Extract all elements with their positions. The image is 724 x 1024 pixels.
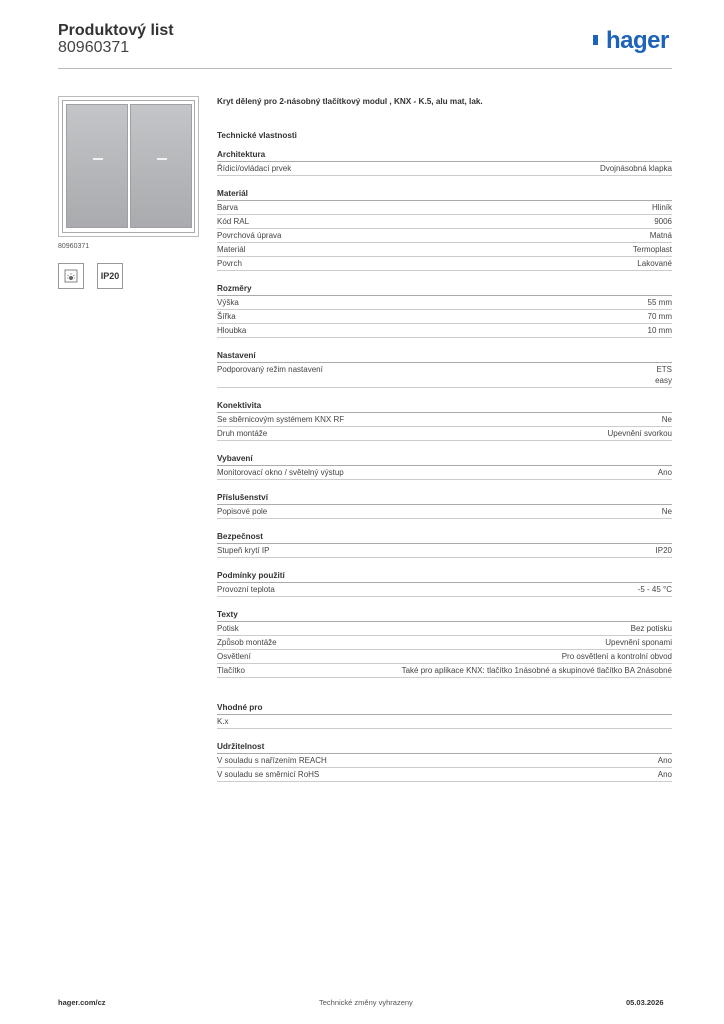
spec-row: [217, 215, 672, 229]
spec-section: [217, 529, 672, 558]
spec-label: Druh montáže: [217, 429, 268, 438]
spec-value: 9006: [654, 217, 672, 226]
spec-row: [217, 363, 672, 388]
spec-label: Se sběrnicovým systémem KNX RF: [217, 415, 345, 424]
spec-label: K.x: [217, 717, 229, 726]
section-spacer: [217, 688, 672, 700]
spec-row: [217, 622, 672, 636]
header-divider: [58, 68, 672, 69]
rocker-left: [66, 104, 128, 228]
led-window: [93, 158, 103, 160]
spec-label: Povrchová úprava: [217, 231, 282, 240]
spec-label: V souladu s nařízením REACH: [217, 756, 327, 765]
spec-label: V souladu se směrnicí RoHS: [217, 770, 320, 779]
rocker-right: [130, 104, 192, 228]
led-window: [157, 158, 167, 160]
footer-note: Technické změny vyhrazeny: [319, 998, 413, 1007]
spec-section: [217, 739, 672, 782]
spec-value: 55 mm: [647, 298, 672, 307]
spec-value: Matná: [649, 231, 672, 240]
spec-value: Dvojnásobná klapka: [599, 164, 672, 173]
section-title: Vybavení: [217, 451, 672, 466]
spec-section: [217, 147, 672, 176]
spec-section: [217, 186, 672, 271]
spec-value: IP20: [655, 546, 672, 555]
spec-row: [217, 201, 672, 215]
spec-row: [217, 229, 672, 243]
footer-date: 05.03.2026: [626, 998, 664, 1007]
spec-label: Řídicí/ovládací prvek: [217, 164, 292, 173]
spec-value: -5 - 45 °C: [637, 585, 672, 594]
spec-section: [217, 490, 672, 519]
product-code: 80960371: [58, 39, 130, 56]
spec-row: [217, 664, 672, 678]
spec-row: [217, 296, 672, 310]
spec-row: [217, 650, 672, 664]
image-caption: 80960371: [58, 243, 90, 250]
spec-value: Lakované: [637, 259, 672, 268]
spec-table: [217, 147, 672, 792]
spec-value: 70 mm: [647, 312, 672, 321]
spec-row: [217, 505, 672, 519]
spec-value: Také pro aplikace KNX: tlačítko 1násobné a skupinové tlačítko BA 2násobné: [401, 666, 672, 675]
spec-value: Upevnění sponami: [605, 638, 672, 647]
spec-label: Povrch: [217, 259, 242, 268]
spec-label: Výška: [217, 298, 239, 307]
product-frame: [62, 100, 195, 233]
spec-row: [217, 427, 672, 441]
spec-value: Hliník: [651, 203, 672, 212]
product-description: Kryt dělený pro 2-násobný tlačítkový modul , KNX - K.5, alu mat, lak.: [217, 97, 483, 106]
spec-value: Termoplast: [632, 245, 672, 254]
spec-row: [217, 768, 672, 782]
spec-section: [217, 568, 672, 597]
footer-site-link[interactable]: hager.com/cz: [58, 998, 106, 1007]
spec-row: [217, 583, 672, 597]
spec-value: Bez potisku: [630, 624, 672, 633]
spec-label: Popisové pole: [217, 507, 268, 516]
spec-value: Ne: [661, 415, 672, 424]
spec-value: Upevnění svorkou: [607, 429, 672, 438]
section-title: Bezpečnost: [217, 529, 672, 544]
spec-label: Hloubka: [217, 326, 247, 335]
spec-label: Osvětlení: [217, 652, 251, 661]
page-title: Produktový list: [58, 22, 174, 39]
spec-value: 10 mm: [647, 326, 672, 335]
spec-label: Tlačítko: [217, 666, 246, 675]
spec-row: [217, 310, 672, 324]
ip20-badge: IP20: [97, 263, 123, 289]
spec-section: [217, 607, 672, 678]
spec-row: [217, 466, 672, 480]
spec-row: [217, 243, 672, 257]
spec-section: [217, 281, 672, 338]
spec-label: Monitorovací okno / světelný výstup: [217, 468, 344, 477]
spec-label: Stupeň krytí IP: [217, 546, 270, 555]
spec-label: Kód RAL: [217, 217, 250, 226]
spec-label: Materiál: [217, 245, 246, 254]
spec-label: Provozní teplota: [217, 585, 275, 594]
section-title: Příslušenství: [217, 490, 672, 505]
section-title: Materiál: [217, 186, 672, 201]
spec-row: [217, 413, 672, 427]
spec-row: [217, 544, 672, 558]
section-title: Architektura: [217, 147, 672, 162]
tech-properties-heading: Technické vlastnosti: [217, 131, 297, 140]
spec-row: [217, 636, 672, 650]
spec-section: [217, 688, 672, 729]
section-title: Rozměry: [217, 281, 672, 296]
spec-value: Ano: [657, 468, 672, 477]
section-title: Udržitelnost: [217, 739, 672, 754]
spec-section: [217, 398, 672, 441]
section-title: Vhodné pro: [217, 700, 672, 715]
section-title: Podmínky použití: [217, 568, 672, 583]
product-image: [58, 96, 199, 237]
spec-section: [217, 451, 672, 480]
spec-value: Pro osvětlení a kontrolní obvod: [561, 652, 672, 661]
spec-label: Potisk: [217, 624, 239, 633]
spec-row: [217, 162, 672, 176]
logo-text: hager: [606, 27, 669, 54]
spec-label: Způsob montáže: [217, 638, 277, 647]
led-indicator-icon: [58, 263, 84, 289]
spec-row: [217, 257, 672, 271]
spec-label: Podporovaný režim nastavení: [217, 365, 323, 374]
spec-row: [217, 324, 672, 338]
spec-row: [217, 754, 672, 768]
spec-label: Šířka: [217, 312, 236, 321]
spec-label: Barva: [217, 203, 238, 212]
section-title: Nastavení: [217, 348, 672, 363]
spec-value: Ano: [657, 756, 672, 765]
spec-section: [217, 348, 672, 388]
spec-row: [217, 715, 672, 729]
hager-logo[interactable]: [593, 27, 669, 55]
spec-value: Ano: [657, 770, 672, 779]
section-title: Texty: [217, 607, 672, 622]
spec-value: Ne: [661, 507, 672, 516]
section-title: Konektivita: [217, 398, 672, 413]
spec-value: ETS easy: [655, 365, 672, 385]
